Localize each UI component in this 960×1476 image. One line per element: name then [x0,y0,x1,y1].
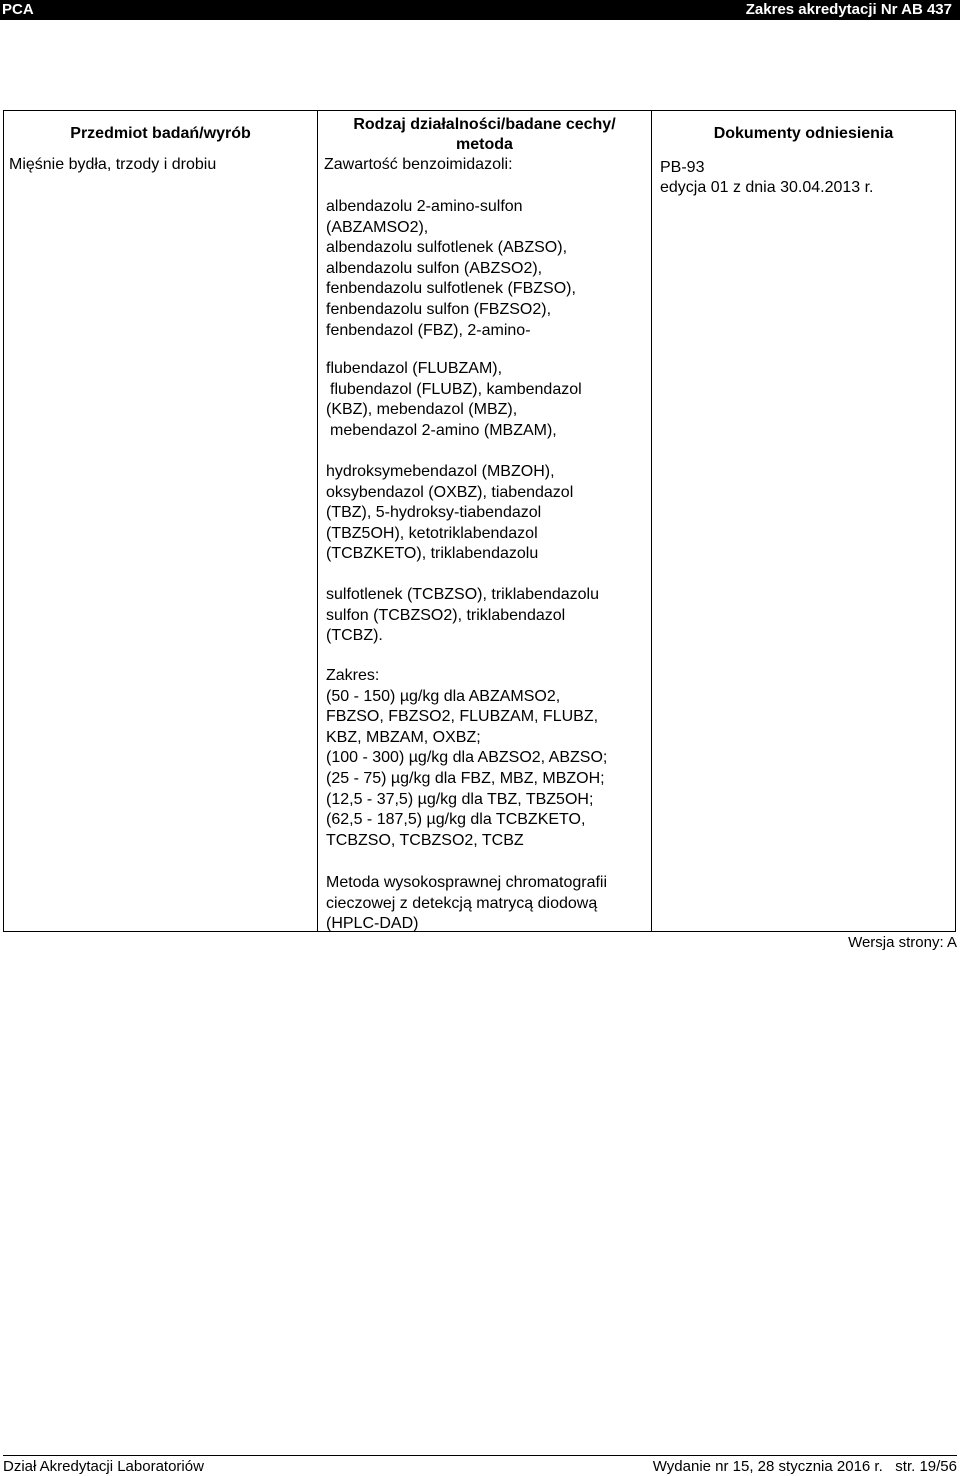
reference-document-id: PB-93 [660,159,705,176]
footer-department: Dział Akredytacji Laboratoriów [3,1458,204,1475]
column-header-activity-line1: Rodzaj działalności/badane cechy/ [353,116,616,133]
scope-table [3,110,956,932]
range-line: (25 - 75) µg/kg dla FBZ, MBZ, MBZOH; [326,769,605,787]
analyte-line: (TBZ), 5-hydroksy-tiabendazol [326,504,542,522]
analyte-line: mebendazol 2-amino (MBZAM), [330,421,557,439]
analyte-line: sulfon (TCBZSO2), triklabendazol [326,606,566,624]
footer-edition: Wydanie nr 15, 28 stycznia 2016 r. [652,1458,883,1475]
analyte-line: fenbendazol (FBZ), 2-amino- [326,321,531,339]
header-scope-title: Zakres akredytacji Nr AB 437 [745,1,952,18]
column-header-activity [318,115,651,155]
footer-edition-page [653,1458,957,1476]
analyte-line: albendazolu sulfon (ABZSO2), [326,259,543,277]
analyte-line: (TBZ5OH), ketotriklabendazol [326,524,538,542]
footer-page-number: str. 19/56 [895,1458,957,1475]
analyte-line: sulfotlenek (TCBZSO), triklabendazolu [326,586,599,603]
analyte-line: (KBZ), mebendazol (MBZ), [326,401,518,419]
analyte-line: flubendazol (FLUBZAM), [326,360,503,377]
column-header-documents: Dokumenty odniesienia [713,125,894,142]
analyte-line: hydroksymebendazol (MBZOH), [326,463,555,480]
content-title: Zawartość benzoimidazoli: [324,156,513,173]
range-line: TCBZSO, TCBZSO2, TCBZ [326,831,524,849]
range-line: (100 - 300) µg/kg dla ABZSO2, ABZSO; [326,749,608,767]
analyte-line: fenbendazolu sulfon (FBZSO2), [326,300,552,318]
analyte-line: albendazolu sulfotlenek (ABZSO), [326,239,568,257]
analyte-line: oksybendazol (OXBZ), tiabendazol [326,483,574,501]
column-header-activity-line2: metoda [456,136,513,153]
page-header-bar [0,0,960,20]
range-line: Zakres: [326,667,380,684]
analytes-group-3 [326,462,573,565]
analyte-line: (TCBZKETO), triklabendazolu [326,545,539,563]
analyte-line: fenbendazolu sulfotlenek (FBZSO), [326,280,576,298]
range-line: (62,5 - 187,5) µg/kg dla TCBZKETO, [326,811,586,829]
header-org: PCA [2,1,34,18]
analyte-line: (TCBZ). [326,627,383,645]
footer-divider [3,1455,957,1456]
analyte-line: albendazolu 2-amino-sulfon [326,198,523,215]
analyte-line: flubendazol (FLUBZ), kambendazol [330,380,582,398]
analytes-group-1 [326,197,576,341]
page-version: Wersja strony: A [848,934,957,951]
test-object: Mięśnie bydła, trzody i drobiu [9,156,217,173]
range-line: FBZSO, FBZSO2, FLUBZAM, FLUBZ, [326,708,599,726]
column-header-object: Przedmiot badań/wyrób [70,125,251,142]
column-divider-2 [651,111,652,931]
analyte-line: (ABZAMSO2), [326,218,429,236]
measurement-range [326,666,607,851]
method-line: (HPLC-DAD) [326,915,419,933]
method-description [326,873,607,935]
analytes-group-4 [326,585,599,647]
analytes-group-2 [326,359,582,441]
range-line: (12,5 - 37,5) µg/kg dla TBZ, TBZ5OH; [326,790,594,808]
method-line: Metoda wysokosprawnej chromatografii [326,874,608,891]
column-divider-1 [317,111,318,931]
range-line: KBZ, MBZAM, OXBZ; [326,728,481,746]
method-line: cieczowej z detekcją matrycą diodową [326,894,598,912]
reference-document-edition: edycja 01 z dnia 30.04.2013 r. [660,179,874,196]
range-line: (50 - 150) µg/kg dla ABZAMSO2, [326,687,561,705]
